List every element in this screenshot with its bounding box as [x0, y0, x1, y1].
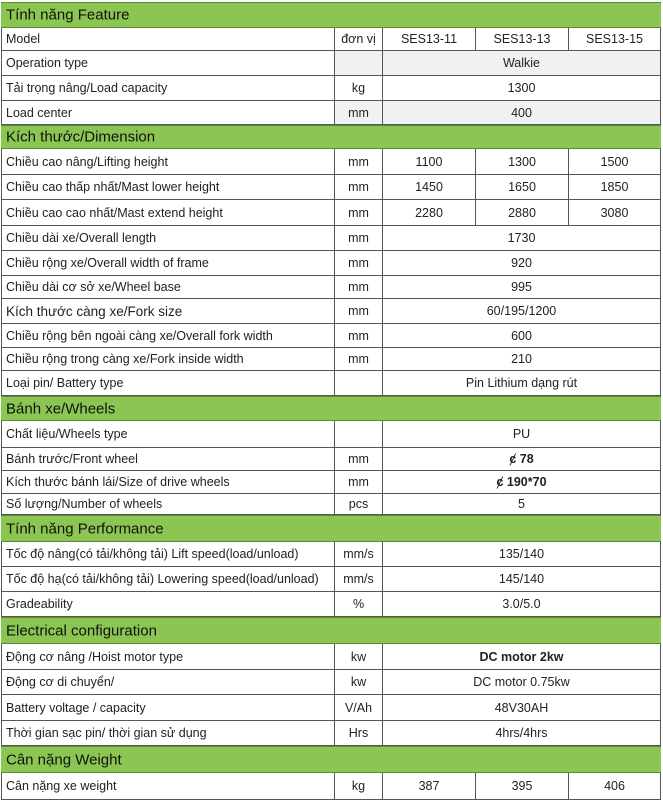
table-header-row: [1, 28, 661, 51]
row-unit: mm: [334, 324, 382, 347]
section-title: Kích thước/Dimension: [6, 128, 156, 146]
row-label: Tốc độ hạ(có tải/không tải) Lowering speed(load/unload): [1, 567, 334, 591]
row-label: Cân nặng xe weight: [1, 773, 334, 799]
row-value: 60/195/1200: [382, 299, 661, 323]
table-row-weight: [1, 773, 661, 800]
row-value-2: 395: [475, 773, 568, 799]
row-label: Kích thước càng xe/Fork size: [1, 299, 334, 323]
row-label: Loại pin/ Battery type: [1, 371, 334, 395]
row-label: Thời gian sạc pin/ thời gian sử dụng: [1, 721, 334, 745]
row-label: Chiều dài xe/Overall length: [1, 226, 334, 250]
model-1-header: SES13-11: [382, 28, 475, 50]
row-value-3: 406: [568, 773, 661, 799]
row-unit: mm: [334, 251, 382, 275]
row-value: 3.0/5.0: [382, 592, 661, 616]
row-label: Chiều cao nâng/Lifting height: [1, 149, 334, 174]
section-header-performance: [1, 515, 661, 542]
section-header-dimension: [1, 125, 661, 149]
row-value: 995: [382, 276, 661, 298]
row-value-1: 1100: [382, 149, 475, 174]
table-row-overall-fork-width: [1, 324, 661, 348]
table-row-gradeability: [1, 592, 661, 617]
section-header-weight: [1, 746, 661, 773]
row-label: Tốc độ nâng(có tải/không tải) Lift speed(load/unload): [1, 542, 334, 566]
row-unit: [334, 51, 382, 75]
row-unit: mm: [334, 149, 382, 174]
section-title: Electrical configuration: [6, 622, 157, 639]
row-label: Kích thước bánh lái/Size of drive wheels: [1, 471, 334, 493]
row-value-3: 1850: [568, 175, 661, 199]
row-unit: mm/s: [334, 542, 382, 566]
table-row-mast-extend-height: [1, 200, 661, 226]
row-value: ȼ 78: [382, 448, 661, 470]
row-label: Tải trọng nâng/Load capacity: [1, 76, 334, 100]
row-value: 4hrs/4hrs: [382, 721, 661, 745]
table-row-lowering-speed: [1, 567, 661, 592]
model-2-header: SES13-13: [475, 28, 568, 50]
row-label: Bánh trước/Front wheel: [1, 448, 334, 470]
row-label: Gradeability: [1, 592, 334, 616]
table-row-battery-type: [1, 371, 661, 396]
table-row-hoist-motor: [1, 644, 661, 670]
table-row-wheel-base: [1, 276, 661, 299]
row-unit: Hrs: [334, 721, 382, 745]
row-value-3: 1500: [568, 149, 661, 174]
row-unit: mm: [334, 200, 382, 225]
row-unit: kw: [334, 670, 382, 694]
row-label: Chất liệu/Wheels type: [1, 421, 334, 447]
unit-header: đơn vị: [334, 28, 382, 50]
row-unit: mm: [334, 448, 382, 470]
row-value: 600: [382, 324, 661, 347]
row-value: ȼ 190*70: [382, 471, 661, 493]
row-unit: pcs: [334, 494, 382, 514]
row-label: Chiều rộng xe/Overall width of frame: [1, 251, 334, 275]
row-unit: mm: [334, 348, 382, 370]
table-row-front-wheel: [1, 448, 661, 471]
row-label: Battery voltage / capacity: [1, 695, 334, 720]
row-value: 920: [382, 251, 661, 275]
row-label: Chiều rộng bên ngoài càng xe/Overall fork width: [1, 324, 334, 347]
row-unit: [334, 421, 382, 447]
row-value: 145/140: [382, 567, 661, 591]
row-unit: mm: [334, 471, 382, 493]
table-row-fork-size: [1, 299, 661, 324]
section-title: Tính năng Feature: [6, 6, 130, 24]
table-row-mast-lower-height: [1, 175, 661, 200]
row-value: 1730: [382, 226, 661, 250]
row-value: 48V30AH: [382, 695, 661, 720]
row-unit: kg: [334, 773, 382, 799]
row-value-1: 387: [382, 773, 475, 799]
row-unit: mm: [334, 175, 382, 199]
row-value-2: 1300: [475, 149, 568, 174]
table-row-load-capacity: [1, 76, 661, 101]
table-row-overall-length: [1, 226, 661, 251]
row-label: Động cơ di chuyển/: [1, 670, 334, 694]
row-value-3: 3080: [568, 200, 661, 225]
row-value-1: 1450: [382, 175, 475, 199]
row-label: Chiều rộng trong càng xe/Fork inside width: [1, 348, 334, 370]
section-title: Cân nặng Weight: [6, 751, 122, 768]
row-value: DC motor 2kw: [382, 644, 661, 669]
row-unit: mm/s: [334, 567, 382, 591]
row-unit: mm: [334, 101, 382, 124]
row-value: 5: [382, 494, 661, 514]
row-value: Pin Lithium dạng rút: [382, 371, 661, 395]
section-title: Bánh xe/Wheels: [6, 400, 116, 417]
table-row-wheels-type: [1, 421, 661, 448]
row-label: Operation type: [1, 51, 334, 75]
row-value: 1300: [382, 76, 661, 100]
table-row-operation-type: [1, 51, 661, 76]
row-value: 135/140: [382, 542, 661, 566]
row-value-1: 2280: [382, 200, 475, 225]
row-unit: V/Ah: [334, 695, 382, 720]
table-row-number-of-wheels: [1, 494, 661, 515]
table-row-overall-width: [1, 251, 661, 276]
row-unit: %: [334, 592, 382, 616]
row-label: Chiều cao thấp nhất/Mast lower height: [1, 175, 334, 199]
section-header-feature: [1, 2, 661, 28]
row-value-2: 2880: [475, 200, 568, 225]
row-label: Load center: [1, 101, 334, 124]
section-title: Tính năng Performance: [6, 520, 164, 537]
row-label: Động cơ nâng /Hoist motor type: [1, 644, 334, 669]
table-row-drive-motor: [1, 670, 661, 695]
row-unit: mm: [334, 299, 382, 323]
row-value: DC motor 0.75kw: [382, 670, 661, 694]
row-label: Chiều cao cao nhất/Mast extend height: [1, 200, 334, 225]
row-value: 400: [382, 101, 661, 124]
table-row-battery-voltage: [1, 695, 661, 721]
row-value: 210: [382, 348, 661, 370]
table-row-lift-speed: [1, 542, 661, 567]
row-unit: [334, 371, 382, 395]
model-header: Model: [1, 28, 334, 50]
section-header-wheels: [1, 396, 661, 421]
table-row-fork-inside-width: [1, 348, 661, 371]
row-value: Walkie: [382, 51, 661, 75]
table-row-drive-wheels: [1, 471, 661, 494]
row-value-2: 1650: [475, 175, 568, 199]
section-header-electrical: [1, 617, 661, 644]
table-row-lifting-height: [1, 149, 661, 175]
row-value: PU: [382, 421, 661, 447]
row-unit: mm: [334, 226, 382, 250]
model-3-header: SES13-15: [568, 28, 661, 50]
table-row-charging-time: [1, 721, 661, 746]
row-unit: kw: [334, 644, 382, 669]
row-label: Chiều dài cơ sở xe/Wheel base: [1, 276, 334, 298]
row-unit: mm: [334, 276, 382, 298]
table-row-load-center: [1, 101, 661, 125]
row-unit: kg: [334, 76, 382, 100]
row-label: Số lượng/Number of wheels: [1, 494, 334, 514]
